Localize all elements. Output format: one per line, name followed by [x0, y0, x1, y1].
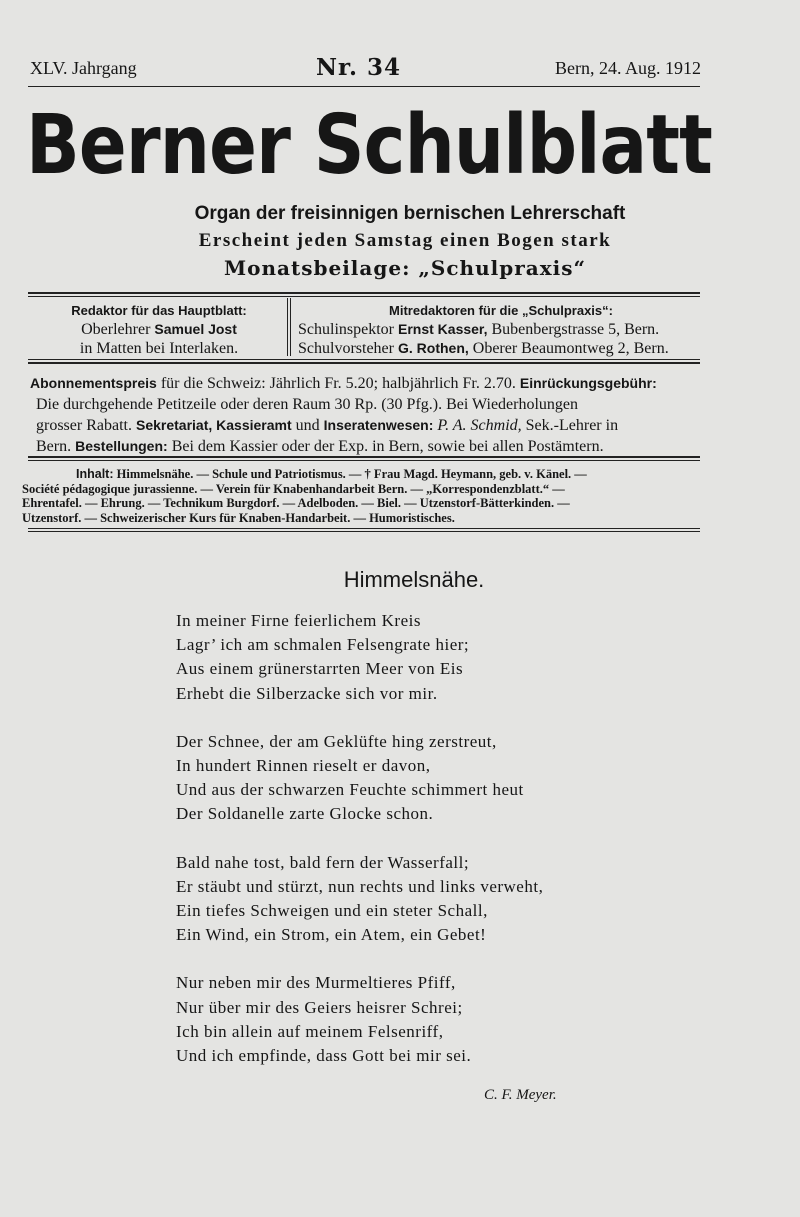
poem-line: Erhebt die Silberzacke sich vor mir.	[176, 683, 438, 703]
editor-co-heading: Mitredaktoren für die „Schulpraxis“:	[389, 303, 613, 318]
volume-label: XLV. Jahrgang	[30, 58, 137, 78]
editor-co-name: G. Rothen,	[397, 340, 469, 356]
poem-line: Lagr’ ich am schmalen Felsengrate hier;	[176, 635, 470, 655]
poem-line: Und ich empfinde, dass Gott bei mir sei.	[176, 1046, 472, 1066]
poem-line: Der Schnee, der am Geklüfte hing zerstreut,	[176, 731, 497, 751]
editor-co-role: Schulinspektor	[298, 321, 394, 338]
poem-line: Bald nahe tost, bald fern der Wasserfall;	[176, 852, 470, 872]
poem-line: Ein Wind, ein Strom, ein Atem, ein Gebet!	[176, 925, 487, 945]
poem-body	[176, 609, 543, 1092]
column-divider	[290, 298, 291, 356]
poem-author: C. F. Meyer.	[484, 1087, 557, 1103]
toc-label: Inhalt:	[76, 467, 114, 481]
text: Bern.	[36, 438, 72, 455]
editor-co-name: Ernst Kasser,	[398, 321, 488, 337]
name: P. A. Schmid,	[437, 417, 522, 434]
divider	[28, 362, 700, 364]
poem-line: In hundert Rinnen rieselt er davon,	[176, 756, 431, 776]
poem-line: Aus einem grünerstarrten Meer von Eis	[176, 659, 464, 679]
divider	[28, 531, 700, 532]
label: Bestellungen:	[75, 438, 168, 454]
editor-co-address: Oberer Beaumontweg 2, Bern.	[472, 340, 669, 357]
text: grosser Rabatt.	[36, 417, 132, 434]
poem-title: Himmelsnähe.	[343, 567, 485, 592]
toc-line: Société pédagogique jurassienne. — Verein für Knabenhandarbeit Bern. — „Korrespondenzblatt.“ —	[22, 481, 565, 496]
divider	[28, 292, 700, 294]
text: Bei dem Kassier oder der Exp. in Bern, sowie bei allen Postämtern.	[171, 438, 604, 455]
label: Einrückungsgebühr:	[519, 375, 657, 391]
poem-line: Ein tiefes Schweigen und ein steter Schall,	[176, 901, 488, 921]
divider	[28, 296, 700, 297]
toc-line: Himmelsnähe. — Schule und Patriotismus. — † Frau Magd. Heymann, geb. v. Känel. —	[116, 467, 587, 481]
column-divider	[287, 298, 288, 356]
subscription-info	[30, 373, 710, 457]
poem-line: In meiner Firne feierlichem Kreis	[176, 611, 421, 630]
poem-stanza	[176, 609, 543, 706]
editor-main-role: Oberlehrer	[81, 321, 151, 338]
divider	[28, 456, 700, 458]
table-of-contents	[22, 467, 712, 525]
text: Die durchgehende Petitzeile oder deren Raum 30 Rp. (30 Pfg.). Bei Wiederholungen	[36, 396, 579, 413]
text: Sek.-Lehrer in	[525, 417, 619, 434]
divider	[28, 528, 700, 529]
poem-line: Nur über mir des Geiers heisrer Schrei;	[176, 997, 463, 1017]
poem-line: Und aus der schwarzen Feuchte schimmert heut	[176, 780, 524, 800]
poem-line: Nur neben mir des Murmeltieres Pfiff,	[176, 973, 456, 993]
masthead-organ: Organ der freisinnigen bernischen Lehrerschaft	[194, 203, 626, 224]
editor-co	[298, 301, 704, 358]
toc-line: Utzenstorf. — Schweizerischer Kurs für Knaben-Handarbeit. — Humoristisches.	[22, 510, 455, 525]
place-date: Bern, 24. Aug. 1912	[555, 58, 701, 78]
editor-main-location: in Matten bei Interlaken.	[79, 340, 239, 357]
label: Inseratenwesen:	[323, 417, 434, 433]
editor-main-heading: Redaktor für das Hauptblatt:	[71, 303, 247, 318]
text: für die Schweiz: Jährlich Fr. 5.20; halbjährlich Fr. 2.70.	[160, 375, 516, 392]
editor-co-role: Schulvorsteher	[298, 340, 394, 357]
editor-main	[36, 301, 282, 358]
divider	[28, 460, 700, 461]
masthead-title: Berner Schulblatt	[26, 98, 712, 193]
poem-line: Ich bin allein auf meinem Felsenriff,	[176, 1021, 444, 1041]
label: Sekretariat, Kassieramt	[135, 417, 292, 433]
masthead-supplement: Monatsbeilage: „Schulpraxis“	[224, 256, 586, 280]
divider	[28, 86, 700, 87]
text: und	[295, 417, 320, 434]
toc-line: Ehrentafel. — Ehrung. — Technikum Burgdorf. — Adelboden. — Biel. — Utzenstorf-Bätterkinden. —	[22, 496, 570, 510]
poem-stanza	[176, 730, 543, 827]
poem-stanza	[176, 851, 543, 948]
editor-co-address: Bubenbergstrasse 5, Bern.	[491, 321, 660, 338]
label: Abonnementspreis	[30, 375, 157, 391]
poem-line: Er stäubt und stürzt, nun rechts und links verweht,	[176, 876, 544, 896]
poem-line: Der Soldanelle zarte Glocke schon.	[176, 804, 434, 824]
poem-stanza	[176, 971, 543, 1068]
masthead-frequency: Erscheint jeden Samstag einen Bogen stark	[198, 230, 612, 251]
issue-number: Nr. 34	[316, 54, 402, 81]
divider	[28, 359, 700, 360]
editor-main-name: Samuel Jost	[154, 321, 237, 337]
